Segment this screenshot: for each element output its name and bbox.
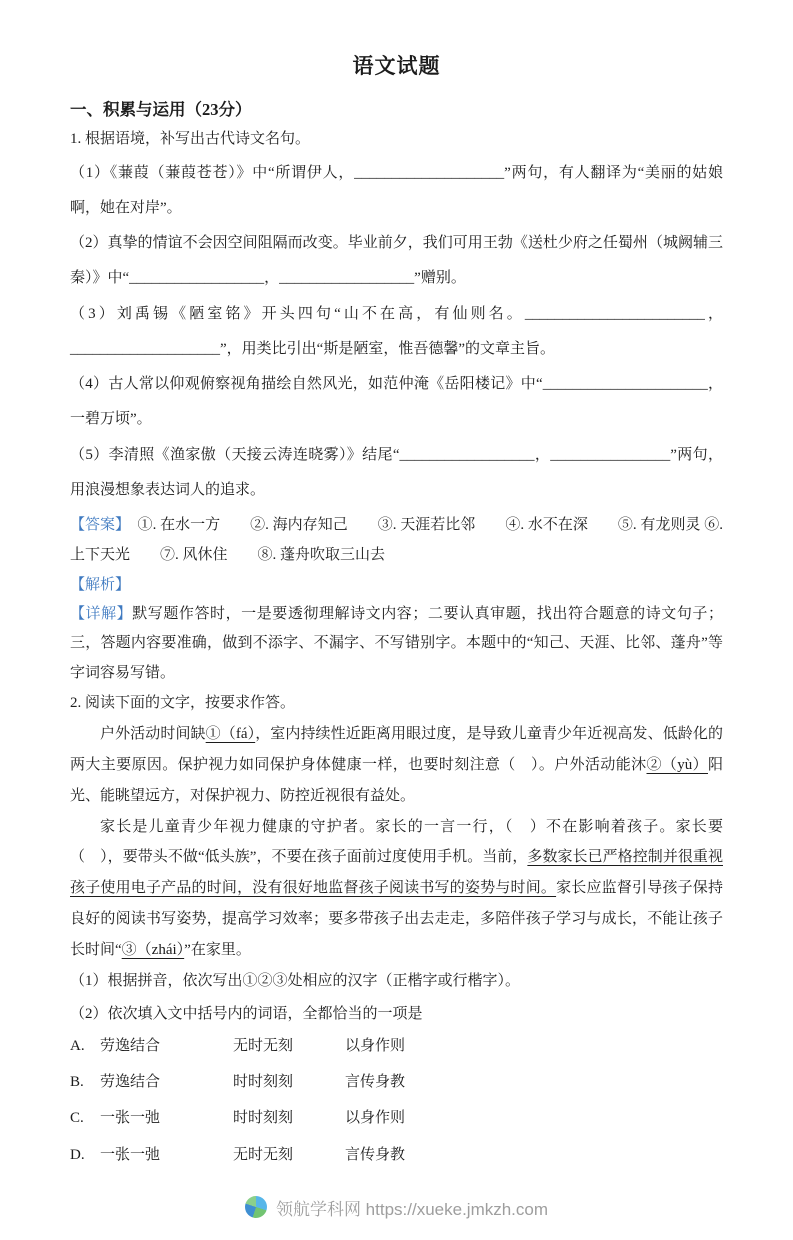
question-2-sub-2: （2）依次填入文中括号内的词语，全都恰当的一项是 <box>70 1005 423 1022</box>
answer-label: 【答案】 <box>70 517 123 533</box>
option-d-word-3: 言传身教 <box>345 1146 406 1163</box>
option-d <box>70 1145 723 1165</box>
passage-2-text-c: ”在家里。 <box>184 941 251 958</box>
option-b-label: B. <box>70 1074 84 1090</box>
question-2-stem: 2. 阅读下面的文字，按要求作答。 <box>70 694 296 711</box>
option-b-word-1: 劳逸结合 <box>100 1074 161 1090</box>
option-c-label: C. <box>70 1110 84 1127</box>
passage-2-text-b: 家长应监督引导孩子保持良好的阅读书写姿势，提高学习效率；要多带孩子出去走走，多陪伴孩子学习与成长，不能让孩子长时间“ <box>70 880 723 958</box>
detail-text: 默写题作答时，一是要透彻理解诗文内容；二要认真审题，找出符合题意的诗文句子；三，答题内容要准确，做到不添字、不漏字、不写错别字。本题中的“知己、天涯、比邻、蓬舟”等字词容易写错。 <box>70 606 723 681</box>
xueke-logo-icon <box>245 1196 267 1218</box>
option-b <box>70 1072 723 1092</box>
option-list <box>70 1036 723 1165</box>
option-a <box>70 1036 723 1056</box>
question-1-item-5: （5）李清照《渔家傲（天接云涛连晓雾）》结尾“__________________，________________”两句，用浪漫想象表达词人的追求。 <box>70 446 723 498</box>
question-2-passage-1 <box>70 719 723 811</box>
passage-2-underlined-sentence: 多数家长已严格控制并很重视孩子使用电子产品的时间，没有很好地监督孩子阅读书写的姿势与时间。 <box>70 849 723 896</box>
option-c-word-3: 以身作则 <box>345 1110 406 1127</box>
option-a-word-3: 以身作则 <box>345 1037 406 1054</box>
analysis-label: 【解析】 <box>70 577 131 593</box>
passage-1-text-c: 阳光、能眺望远方，对保护视力、防控近视很有益处。 <box>70 757 723 804</box>
pinyin-blank-2: ②（yù） <box>646 757 708 773</box>
question-1-item-3: （3）刘禹锡《陋室铭》开头四句“山不在高，有仙则名。________________________，____________________”，用类比引出“斯是陋室，惟吾德馨”的文章主旨。 <box>70 305 723 357</box>
option-b-word-2: 时时刻刻 <box>233 1074 294 1090</box>
pinyin-blank-1: ①（fá） <box>205 726 256 743</box>
answer-line <box>70 510 723 570</box>
pinyin-blank-3: ③（zhái） <box>121 941 185 958</box>
passage-1-text-a: 户外活动时间缺 <box>100 726 206 743</box>
option-a-word-2: 无时无刻 <box>233 1037 294 1054</box>
detail-label: 【详解】 <box>70 606 133 622</box>
passage-2-text-a: 家长是儿童青少年视力健康的守护者。家长的一言一行，（ ）不在影响着孩子。家长要（ ），要带头不做“低头族”，不要在孩子面前过度使用手机。当前， <box>70 818 723 866</box>
answer-text: ①. 在水一方 ②. 海内存知己 ③. 天涯若比邻 ④. 水不在深 ⑤. 有龙则灵 ⑥. 上下天光 ⑦. 风休住 ⑧. 蓬舟吹取三山去 <box>70 517 723 563</box>
question-2-passage-2 <box>70 812 723 966</box>
option-b-word-3: 言传身教 <box>345 1074 406 1090</box>
option-a-label: A. <box>70 1037 85 1054</box>
option-d-word-1: 一张一弛 <box>100 1146 161 1163</box>
section-heading: 一、积累与运用（23分） <box>70 100 252 119</box>
question-1-item-4: （4）古人常以仰观俯察视角描绘自然风光，如范仲淹《岳阳楼记》中“______________________，一碧万顷”。 <box>70 376 723 428</box>
analysis-line <box>70 570 723 600</box>
watermark-text: 领航学科网 https://xueke.jmkzh.com <box>275 1199 549 1219</box>
option-c-word-2: 时时刻刻 <box>233 1110 294 1127</box>
question-1-item-2: （2）真挚的情谊不会因空间阻隔而改变。毕业前夕，我们可用王勃《送杜少府之任蜀州（城阙辅三秦）》中“__________________，__________________”赠别。 <box>70 235 723 287</box>
option-d-word-2: 无时无刻 <box>233 1146 294 1163</box>
detail-line <box>70 600 723 688</box>
option-a-word-1: 劳逸结合 <box>100 1037 161 1054</box>
question-1-stem: 1. 根据语境，补写出古代诗文名句。 <box>70 131 311 147</box>
passage-1-text-b: ，室内持续性近距离用眼过度，是导致儿童青少年近视高发、低龄化的两大主要原因。保护视力如同保护身体健康一样，也要时刻注意（ ）。户外活动能沐 <box>70 726 723 773</box>
page-title: 语文试题 <box>352 54 441 78</box>
watermark-footer <box>0 1181 793 1240</box>
option-c-word-1: 一张一弛 <box>100 1110 161 1127</box>
question-2-sub-1: （1）根据拼音，依次写出①②③处相应的汉字（正楷字或行楷字）。 <box>70 973 521 990</box>
option-c <box>70 1108 723 1128</box>
question-1-item-1: （1）《蒹葭（蒹葭苍苍）》中“所谓伊人，____________________”两句，有人翻译为“美丽的姑娘啊，她在对岸”。 <box>70 164 723 216</box>
option-d-label: D. <box>70 1146 85 1163</box>
